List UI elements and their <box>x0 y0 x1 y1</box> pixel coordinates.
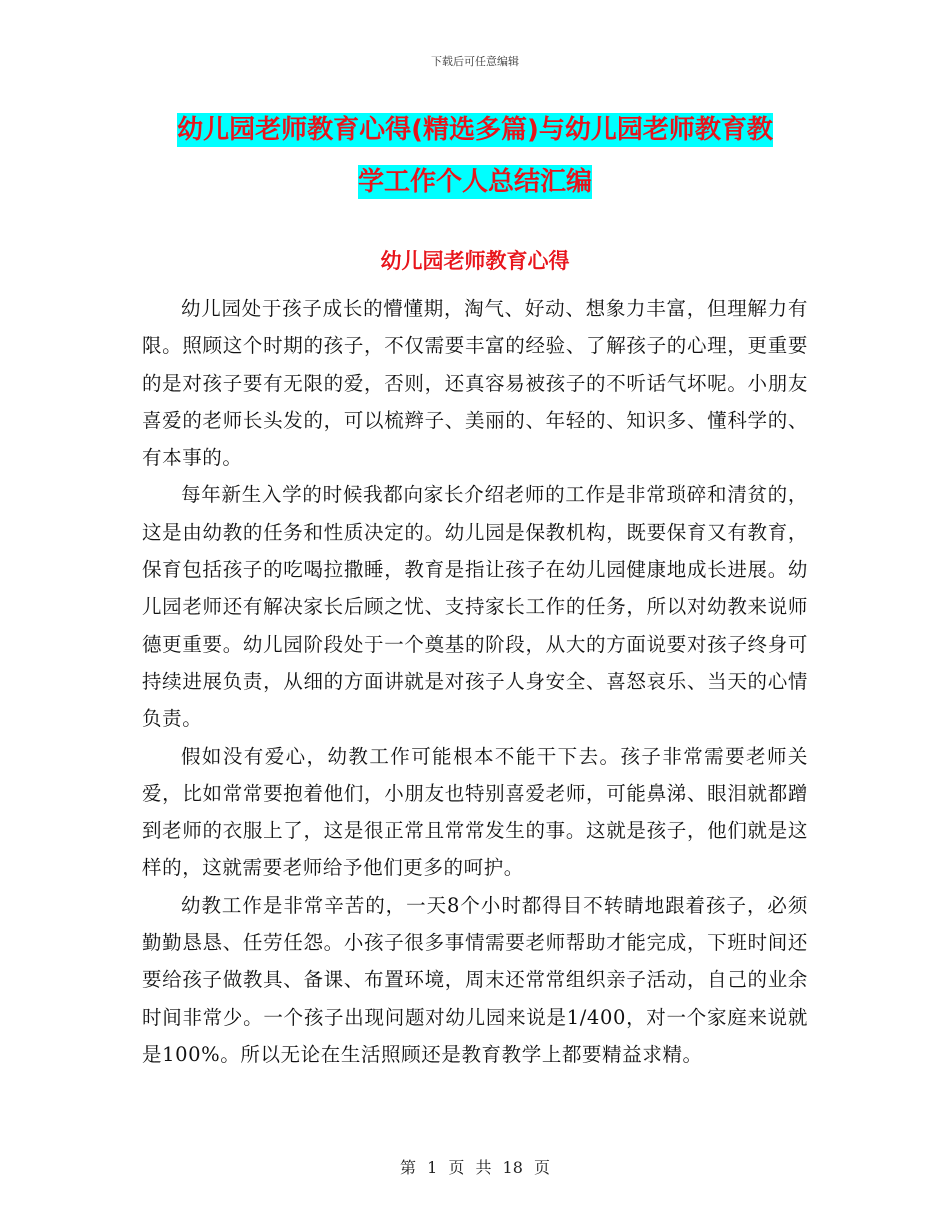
page-number: 第 1 页 共 18 页 <box>400 1158 550 1177</box>
paragraph: 幼儿园处于孩子成长的懵懂期，淘气、好动、想象力丰富，但理解力有限。照顾这个时期的孩子，不仅需要丰富的经验、了解孩子的心理，更重要的是对孩子要有无限的爱，否则，还真容易被孩子的不听话气坏呢。小朋友喜爱的老师长头发的，可以梳辫子、美丽的、年轻的、知识多、懂科学的、有本事的。 <box>142 297 808 470</box>
section-heading: 幼儿园老师教育心得 <box>380 249 570 273</box>
paragraph: 幼教工作是非常辛苦的，一天8个小时都得目不转睛地跟着孩子，必须勤勤恳恳、任劳任怨。小孩子很多事情需要老师帮助才能完成，下班时间还要给孩子做教具、备课、布置环境，周末还常常组织亲子活动，自己的业余时间非常少。一个孩子出现问题对幼儿园来说是1/400，对一个家庭来说就是100%。所以无论在生活照顾还是教育教学上都要精益求精。 <box>142 893 808 1066</box>
paragraph: 每年新生入学的时候我都向家长介绍老师的工作是非常琐碎和清贫的，这是由幼教的任务和性质决定的。幼儿园是保教机构，既要保育又有教育，保育包括孩子的吃喝拉撒睡，教育是指让孩子在幼儿园健康地成长进展。幼儿园老师还有解决家长后顾之忧、支持家长工作的任务，所以对幼教来说师德更重要。幼儿园阶段处于一个奠基的阶段，从大的方面说要对孩子终身可持续进展负责，从细的方面讲就是对孩子人身安全、喜怒哀乐、当天的心情负责。 <box>142 483 808 731</box>
body-text <box>142 290 808 1073</box>
paragraph: 假如没有爱心，幼教工作可能根本不能干下去。孩子非常需要老师关爱，比如常常要抱着他们，小朋友也特别喜爱老师，可能鼻涕、眼泪就都蹭到老师的衣服上了，这是很正常且常常发生的事。这就是孩子，他们就是这样的，这就需要老师给予他们更多的呵护。 <box>142 744 808 880</box>
header-note: 下载后可任意编辑 <box>431 55 519 68</box>
title-line-2: 学工作个人总结汇编 <box>357 167 592 197</box>
document-title <box>120 104 830 208</box>
title-line-1: 幼儿园老师教育心得(精选多篇)与幼儿园老师教育教 <box>177 115 773 145</box>
